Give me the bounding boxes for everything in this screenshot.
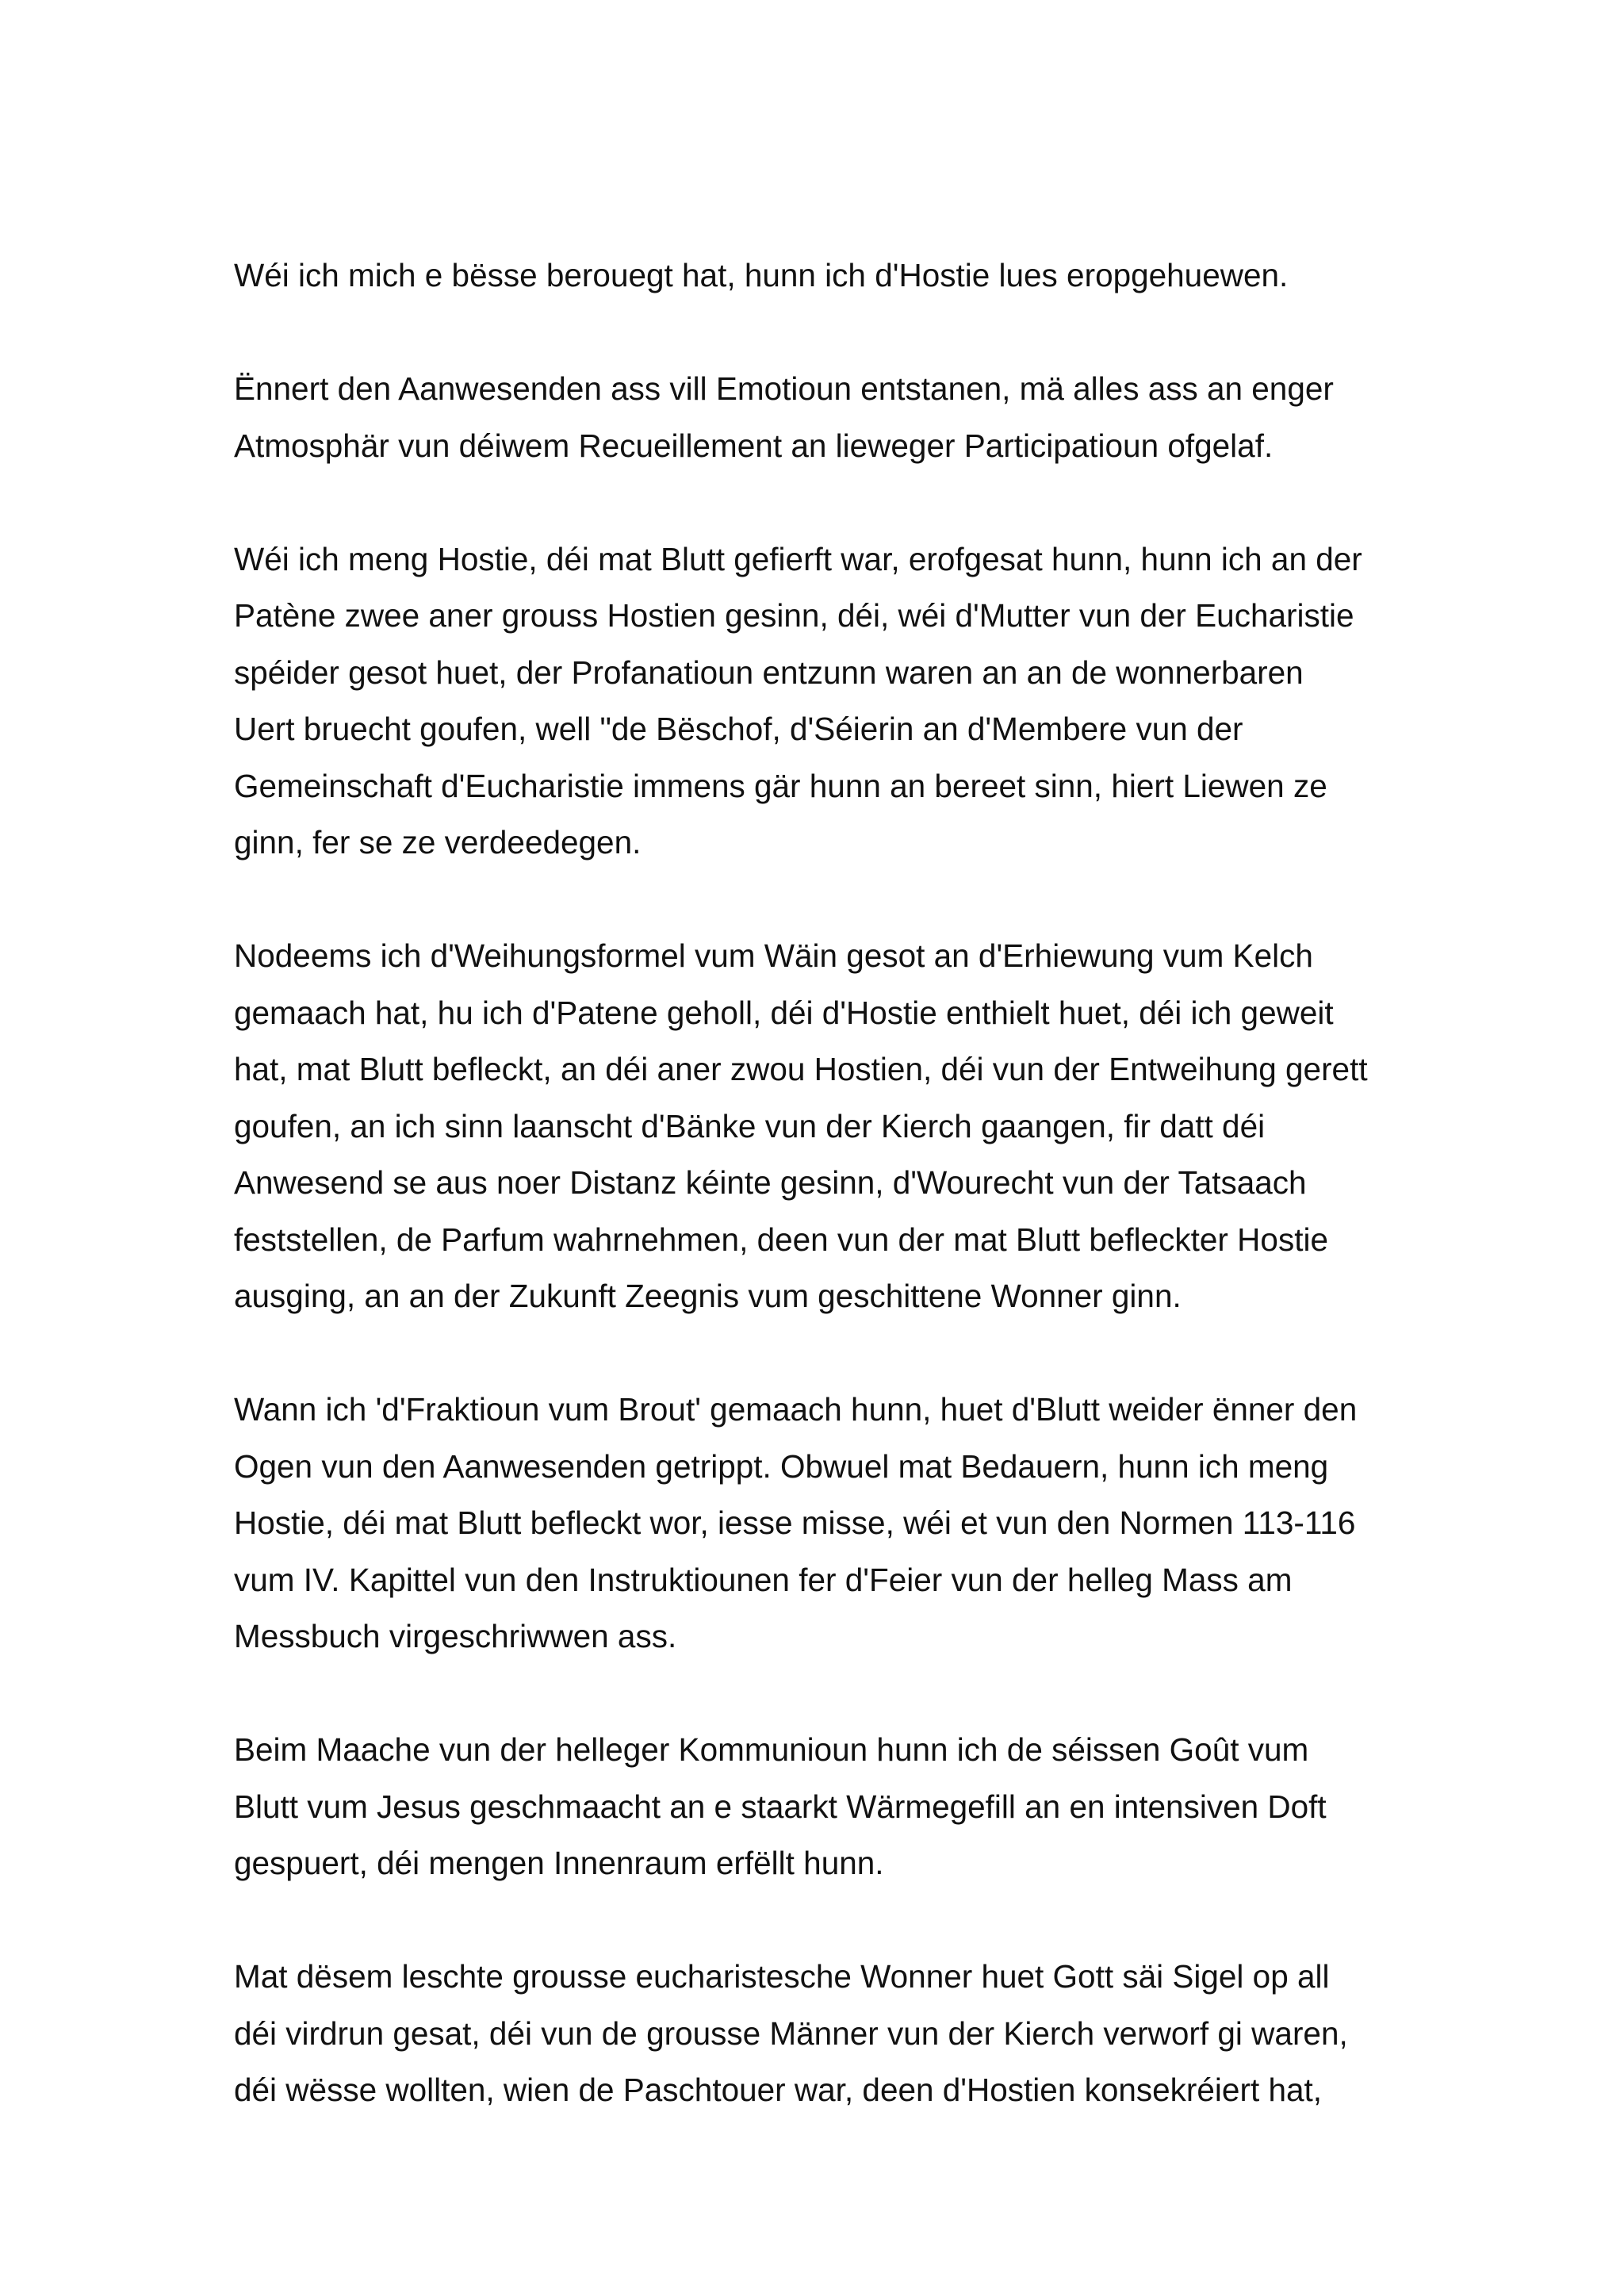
text-line: Mat dësem leschte grousse eucharistesche Wonner huet Gott säi Sigel op all [234,1958,1330,1995]
text-line: gemaach hat, hu ich d'Patene geholl, déi d'Hostie enthielt huet, déi ich geweit [234,994,1334,1031]
text-line: Gemeinschaft d'Eucharistie immens gär hunn an bereet sinn, hiert Liewen ze [234,767,1327,804]
text-line: vum IV. Kapittel vun den Instruktiounen fer d'Feier vun der helleg Mass am [234,1561,1293,1598]
paragraph [234,1722,1423,1892]
text-line: goufen, an ich sinn laanscht d'Bänke vun der Kierch gaangen, fir datt déi [234,1107,1266,1144]
paragraph-gap [234,474,1423,531]
text-line: Ogen vun den Aanwesenden getrippt. Obwuel mat Bedauern, hunn ich meng [234,1447,1329,1485]
text-line: Nodeems ich d'Weihungsformel vum Wäin gesot an d'Erhiewung vum Kelch [234,937,1313,974]
text-line: déi wësse wollten, wien de Paschtouer war, deen d'Hostien konsekréiert hat, [234,2072,1322,2108]
text-line: Wann ich 'd'Fraktioun vum Brout' gemaach hunn, huet d'Blutt weider ënner den [234,1391,1358,1428]
text-line: Beim Maache vun der helleger Kommunioun hunn ich de séissen Goût vum [234,1731,1309,1768]
paragraph [234,1949,1423,2119]
text-line: ausging, an an der Zukunft Zeegnis vum geschittene Wonner ginn. [234,1278,1182,1314]
paragraph [234,247,1423,305]
text-line: Wéi ich mich e bësse berouegt hat, hunn ich d'Hostie lues eropgehuewen. [234,257,1289,293]
paragraph [234,1382,1423,1665]
paragraph-gap [234,1665,1423,1723]
text-line: ginn, fer se ze verdeedegen. [234,824,642,861]
text-line: Blutt vum Jesus geschmaacht an e staarkt Wärmegefill an en intensiven Doft [234,1788,1327,1825]
text-line: Uert bruecht goufen, well "de Bëschof, d'Séierin an d'Membere vun der [234,711,1243,747]
text-line: feststellen, de Parfum wahrnehmen, deen vun der mat Blutt befleckter Hostie [234,1221,1328,1258]
text-line: Atmosphär vun déiwem Recueillement an lieweger Participatioun ofgelaf. [234,427,1274,464]
text-line: Anwesend se aus noer Distanz kéinte gesinn, d'Wourecht vun der Tatsaach [234,1164,1307,1201]
text-line: spéider gesot huet, der Profanatioun entzunn waren an an de wonnerbaren [234,654,1304,691]
paragraph-gap [234,1325,1423,1382]
text-line: gespuert, déi mengen Innenraum erfëllt hunn. [234,1845,884,1881]
paragraph-gap [234,872,1423,929]
paragraph [234,928,1423,1325]
text-line: Messbuch virgeschriwwen ass. [234,1618,677,1654]
document-body [234,247,1423,2119]
paragraph [234,531,1423,872]
text-line: Ënnert den Aanwesenden ass vill Emotioun entstanen, mä alles ass an enger [234,370,1334,407]
text-line: déi virdrun gesat, déi vun de grousse Männer vun der Kierch verworf gi waren, [234,2014,1348,2052]
text-line: Patène zwee aner grouss Hostien gesinn, déi, wéi d'Mutter vun der Eucharistie [234,597,1354,634]
paragraph [234,361,1423,474]
paragraph-gap [234,305,1423,362]
text-line: Hostie, déi mat Blutt befleckt wor, iesse misse, wéi et vun den Normen 113-116 [234,1504,1356,1541]
text-line: Wéi ich meng Hostie, déi mat Blutt gefierft war, erofgesat hunn, hunn ich an der [234,540,1362,577]
paragraph-gap [234,1892,1423,1949]
text-line: hat, mat Blutt befleckt, an déi aner zwou Hostien, déi vun der Entweihung gerett [234,1051,1368,1087]
